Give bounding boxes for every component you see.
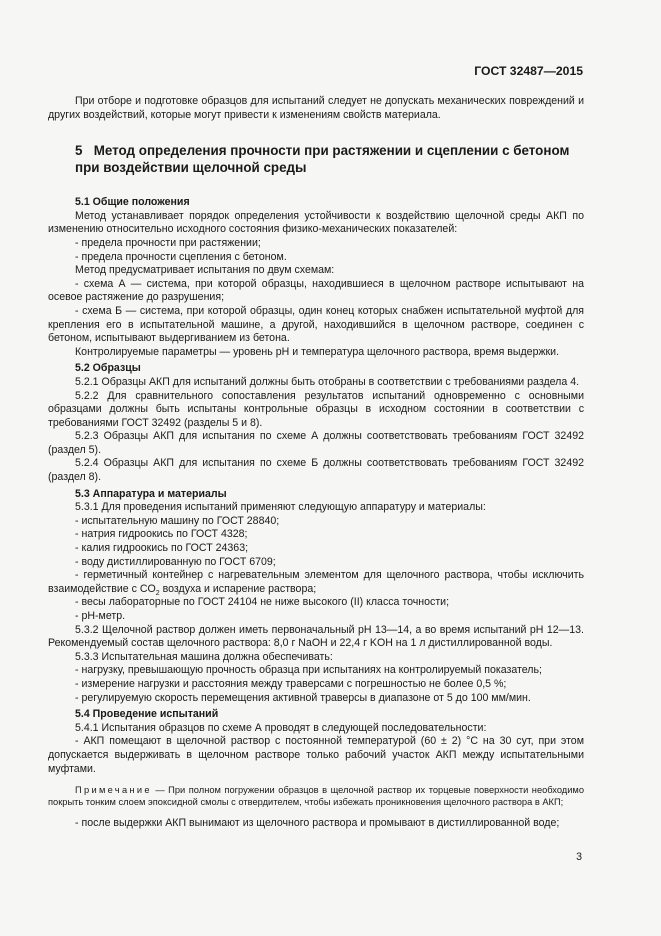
paragraph: 5.3.3 Испытательная машина должна обеспечивать: [75, 650, 333, 663]
list-item: - АКП помещают в щелочной раствор с постоянной температурой (60 ± 2) °С на 30 сут, при этом допускается выдерживать в щелочном растворе только рабочий участок АКП между испытательными муфтами. [48, 735, 584, 775]
subsection-5-4-heading: 5.4 Проведение испытаний [75, 708, 219, 721]
list-item: - предела прочности сцепления с бетоном. [75, 250, 287, 263]
list-item: - pH-метр. [75, 610, 126, 622]
list-item: - весы лабораторные по ГОСТ 24104 не ниже высокого (II) класса точности; [75, 596, 450, 609]
list-item-text: - герметичный контейнер с нагревательным элементом для щелочного раствора, чтобы исключить взаимодействие с CO [48, 569, 584, 595]
section-title-line1: Метод определения прочности при растяжении и сцеплении с бетоном [93, 143, 570, 159]
page-content [48, 95, 584, 831]
paragraph: 5.2.2 Для сравнительного сопоставления результатов испытаний одновременно с основными образцами должны быть испытаны контрольные образцы в исходном состоянии в соответствии с требованиями ГОСТ 32492 (разделы 5 и 8). [48, 389, 584, 429]
list-item: - испытательную машину по ГОСТ 28840; [75, 514, 280, 527]
paragraph: 5.2.3 Образцы АКП для испытания по схеме А должны соответствовать требованиям ГОСТ 32492 (раздел 5). [48, 430, 584, 456]
subsection-5-3-heading: 5.3 Аппаратура и материалы [75, 487, 227, 500]
paragraph: 5.3.1 Для проведения испытаний применяют следующую аппаратуру и материалы: [75, 501, 486, 514]
standard-number: ГОСТ 32487—2015 [474, 64, 583, 78]
subscript: 2 [155, 589, 160, 597]
list-item: - регулируемую скорость перемещения активной траверсы в диапазоне от 5 до 100 мм/мин. [75, 691, 531, 704]
list-item: - калия гидроокись по ГОСТ 24363; [75, 542, 249, 555]
list-item: - натрия гидроокись по ГОСТ 4328; [75, 528, 248, 541]
list-item-text: воздуха и испарение раствора; [159, 582, 317, 595]
paragraph: Метод устанавливает порядок определения устойчивости к воздействию щелочной среды АКП по изменению относительно исходного состояния физико-механических показателей: [48, 209, 584, 236]
note-text: — При полном погружении образцов в щелочной раствор их торцевые поверхности необходимо покрыть тонким слоем эпоксидной смолы с отвердителем, чтобы избежать проникновения щелочного раствора в АКП; [48, 785, 584, 808]
list-item: - предела прочности при растяжении; [75, 236, 261, 249]
note-label: Примечание [75, 785, 152, 796]
paragraph: 5.4.1 Испытания образцов по схеме А проводят в следующей последовательности: [75, 721, 487, 734]
paragraph: 5.2.1 Образцы АКП для испытаний должны быть отобраны в соответствии с требованиями раздела 4. [75, 375, 580, 388]
section-title-line2: при воздействии щелочной среды [75, 159, 307, 175]
subsection-5-2-heading: 5.2 Образцы [75, 362, 141, 375]
list-item: - после выдержки АКП вынимают из щелочного раствора и промывают в дистиллированной воде; [75, 817, 560, 830]
subsection-5-1-heading: 5.1 Общие положения [75, 196, 190, 209]
list-item: - нагрузку, превышающую прочность образца при испытаниях на контролируемый показатель; [75, 664, 542, 677]
paragraph: 5.3.2 Щелочной раствор должен иметь первоначальный pH 13—14, а во время испытаний pH 12—13. Рекомендуемый состав щелочного раствора: 8,0 г NaOH и 22,4 г KOH на 1 л дистиллированной воды. [48, 623, 584, 650]
list-item [48, 569, 584, 596]
paragraph: Метод предусматривает испытания по двум схемам: [75, 264, 335, 277]
list-item: - измерение нагрузки и расстояния между траверсами с погрешностью не более 0,5 %; [75, 677, 507, 690]
paragraph: 5.2.4 Образцы АКП для испытания по схеме Б должны соответствовать требованиям ГОСТ 32492 (раздел 8). [48, 457, 584, 484]
paragraph: Контролируемые параметры — уровень pH и температура щелочного раствора, время выдержки. [75, 345, 560, 358]
intro-paragraph: При отборе и подготовке образцов для испытаний следует не допускать механических повреждений и других воздействий, которые могут привести к изменениям свойств материала. [48, 95, 584, 121]
note [48, 784, 584, 808]
page-number: 3 [576, 851, 582, 863]
section-number: 5 [75, 143, 83, 159]
list-item: - воду дистиллированную по ГОСТ 6709; [75, 555, 276, 568]
list-item: - схема А — система, при которой образцы, находившиеся в щелочном растворе испытывают на осевое растяжение до разрушения; [48, 277, 584, 304]
list-item: - схема Б — система, при которой образцы, один конец которых снабжен испытательной муфтой для крепления его в испытательной машине, а другой, находившийся в щелочном растворе, соединен с бетоном, испытывают выдергиванием из бетона. [48, 304, 584, 345]
section-5-heading [75, 143, 584, 176]
